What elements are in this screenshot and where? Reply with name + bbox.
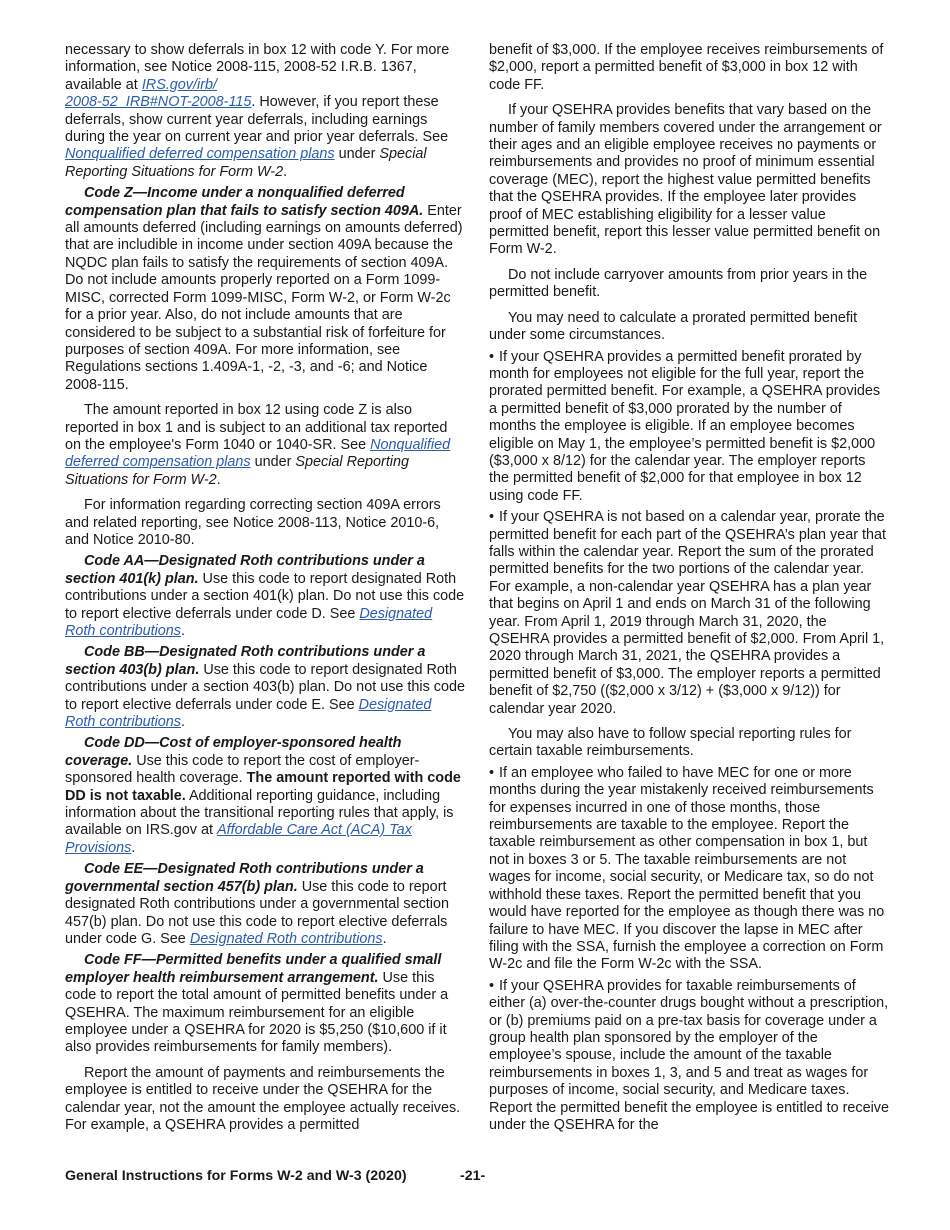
text: Additional reporting guidance, including information about the transitional reporting rules that apply, is available on IRS.gov at xyxy=(65,787,454,839)
text: under xyxy=(334,146,380,163)
footer-title: General Instructions for Forms W-2 and W-3 (2020) xyxy=(65,1168,407,1184)
text: Use this code to report designated Roth contributions under a section 403(b) plan. Do not use this code to report elective deferrals under code E. See xyxy=(65,661,465,713)
nqdc-plans-link[interactable]: Nonqualified deferred compensation plans xyxy=(65,146,335,163)
designated-roth-link-aa[interactable]: Designated Roth contributions xyxy=(65,605,433,639)
code-z-heading: Code Z—Income under a nonqualified deferred compensation plan that fails to satisfy section 409A. xyxy=(65,185,424,219)
designated-roth-link-ee[interactable]: Designated Roth contributions xyxy=(189,930,383,947)
bullet-mec-lapse: • If an employee who failed to have MEC for one or more months during the year mistakenly received reimbursements for expenses incurred in one of those months, those reimbursements are taxable to the employee. Report the taxable reimbursement as other compensation in box 1, but not in boxes 3 or 5. The taxable reimbursements are not wages for income, social security, or Medicare tax, so do not withhold these taxes. Report the permitted benefit that you would have reported for the employee as though there was no failure to have MEC. If you discover the lapse in MEC after filing with the SSA, furnish the employee a correction on Form W-2c and file the Form W-2c with the SSA. xyxy=(489,765,889,974)
paragraph-report-payments: Report the amount of payments and reimbursements the employee is entitled to receive under the QSEHRA for the calendar year, not the amount the employee actually receives. For example, a QSEHRA provides a permitted xyxy=(65,1064,461,1133)
text: . xyxy=(131,839,136,856)
irb-link-part2[interactable]: 2008-52_IRB#NOT-2008-115 xyxy=(65,94,252,111)
bullet-taxable-reimbursements: • If your QSEHRA provides for taxable reimbursements of either (a) over-the-counter drugs bought without a prescription, or (b) premiums paid on a pre-tax basis for coverage under a group health plan sponsored by the employer of the employee’s spouse, include the amount of the taxable reimbursements in boxes 1, 3, and 5 and treat as wages for purposes of income, social security, and Medicare taxes. Report the permitted benefit the employee is entitled to receive under the QSEHRA for the xyxy=(489,978,889,1135)
paragraph-code-ee xyxy=(65,861,465,948)
text: The amount reported in box 12 using code Z is also reported in box 1 and is subject to an additional tax reported on the employee's Form 1040 or 1040-SR. See xyxy=(65,402,448,453)
paragraph-409a-corrections: For information regarding correcting section 409A errors and related reporting, see Notice 2008-113, Notice 2010-6, and Notice 2010-80. xyxy=(65,497,441,548)
text: . xyxy=(216,471,221,488)
code-bb-heading: Code BB—Designated Roth contributions under a section 403(b) plan. xyxy=(65,644,426,678)
aca-tax-provisions-link[interactable]: Affordable Care Act (ACA) Tax Provisions xyxy=(65,822,412,856)
paragraph-prorated-intro: You may need to calculate a prorated permitted benefit under some circumstances. xyxy=(489,309,858,344)
code-dd-heading: Code DD—Cost of employer-sponsored health coverage. xyxy=(65,735,402,769)
paragraph-code-aa xyxy=(65,553,465,640)
text: Special Reporting Situations for Form W-2 xyxy=(65,454,410,488)
paragraph-code-ff xyxy=(65,952,465,1056)
bullet-prorated-by-month: • If your QSEHRA provides a permitted benefit prorated by month for employees not eligible for the full year, report the prorated permitted benefit. For example, a QSEHRA provides a permitted benefit of $3,000 prorated by the number of months the employee is eligible. If an employee becomes eligible on May 1, the employee’s permitted benefit is $2,000 ($3,000 x 8/12) for the calendar year. The employer reports the permitted benefit of $2,000 for that employee in box 12 using code FF. xyxy=(489,349,889,506)
paragraph-code-bb xyxy=(65,644,465,731)
designated-roth-link-bb[interactable]: Designated Roth contributions xyxy=(65,696,432,731)
right-column xyxy=(489,42,889,1138)
text: . xyxy=(181,623,185,639)
text: Use this code to report the total amount of permitted benefits under a QSEHRA. The maximum reimbursement for an eligible employee under a QSEHRA for 2020 is $5,250 ($10,600 if it also provides reimbursements for family members). xyxy=(65,969,449,1056)
paragraph-family-members: If your QSEHRA provides benefits that vary based on the number of family members covered under the arrangement or their ages and an eligible employee receives no payments or reimbursements and provides no proof of minimum essential coverage (MEC), report the highest value permitted benefits that the QSEHRA provides. If the employee later provides proof of MEC establishing eligibility for a lesser value permitted benefit, report this lesser value permitted benefit on Form W-2. xyxy=(489,102,882,258)
text: Use this code to report designated Roth contributions under a governmental section 457(b) plan. Do not use this code to report elective deferrals under code G. See xyxy=(65,878,449,947)
paragraph-special-reporting: You may also have to follow special reporting rules for certain taxable reimbursements. xyxy=(489,726,852,760)
text: . xyxy=(283,163,288,180)
bullet-non-calendar-year: • If your QSEHRA is not based on a calendar year, prorate the permitted benefit for each part of the QSEHRA’s plan year that falls within the calendar year. Report the sum of the prorated permitted benefits for the two portions of the calendar year. For example, a non-calendar year QSEHRA has a plan year that begins on April 1 and ends on March 31 of the following year. From April 1, 2019 through March 31, 2020, the QSEHRA provides a permitted benefit of $2,000. From April 1, 2020 through March 31, 2021, the QSEHRA provides a permitted benefit of $3,000. The employer reports a permitted benefit of $2,750 (($2,000 x 3/12) + ($3,000 x 9/12)) for calendar year 2020. xyxy=(489,509,889,718)
text: Use this code to report designated Roth contributions under a section 401(k) plan. Do not use this code to report elective deferrals under code D. See xyxy=(65,570,465,622)
text: Special Reporting Situations for Form W-2 xyxy=(65,146,427,180)
text: . However, if you report these deferrals, show current year deferrals, including earnings during the year on current year and prior year deferrals. See xyxy=(65,94,449,146)
paragraph-carryover: Do not include carryover amounts from prior years in the permitted benefit. xyxy=(489,266,868,301)
text: under xyxy=(250,454,296,471)
nqdc-plans-link-2[interactable]: Nonqualified deferred compensation plans xyxy=(65,436,451,471)
irb-link-part1[interactable]: IRS.gov/irb/ xyxy=(141,76,217,93)
paragraph-benefit-continued: benefit of $3,000. If the employee receives reimbursements of $2,000, report a permitted benefit of $3,000 in box 12 with code FF. xyxy=(489,42,884,93)
text: The amount reported with code DD is not taxable. xyxy=(65,770,461,804)
paragraph-code-y-continued xyxy=(65,42,465,181)
left-column xyxy=(65,42,465,1138)
paragraph-code-dd xyxy=(65,735,465,857)
text: . xyxy=(382,930,387,947)
paragraph-code-z-box12 xyxy=(65,402,465,489)
code-ff-heading: Code FF—Permitted benefits under a qualified small employer health reimbursement arrangement. xyxy=(65,952,442,986)
text: necessary to show deferrals in box 12 with code Y. For more information, see Notice 2008-115, 2008-52 I.R.B. 1367, available at xyxy=(65,42,450,93)
text: Use this code to report the cost of employer-sponsored health coverage. xyxy=(65,752,420,787)
text: . xyxy=(181,714,185,731)
page-number: -21- xyxy=(460,1168,486,1184)
paragraph-code-z xyxy=(65,185,465,394)
text: Enter all amounts deferred (including earnings on amounts deferred) that are includible in income under section 409A because the NQDC plan fails to satisfy the requirements of section 409A. Do not include amounts properly reported on a Form 1099-MISC, corrected Form 1099-MISC, Form W-2, or Form W-2c for a prior year. Also, do not include amounts that are considered to be subject to a substantial risk of forfeiture for purposes of section 409A. For more information, see Regulations sections 1.409A-1, -2, -3, and -6; and Notice 2008-115. xyxy=(65,202,463,393)
code-ee-heading: Code EE—Designated Roth contributions under a governmental section 457(b) plan. xyxy=(65,861,424,895)
code-aa-heading: Code AA—Designated Roth contributions under a section 401(k) plan. xyxy=(65,553,425,587)
